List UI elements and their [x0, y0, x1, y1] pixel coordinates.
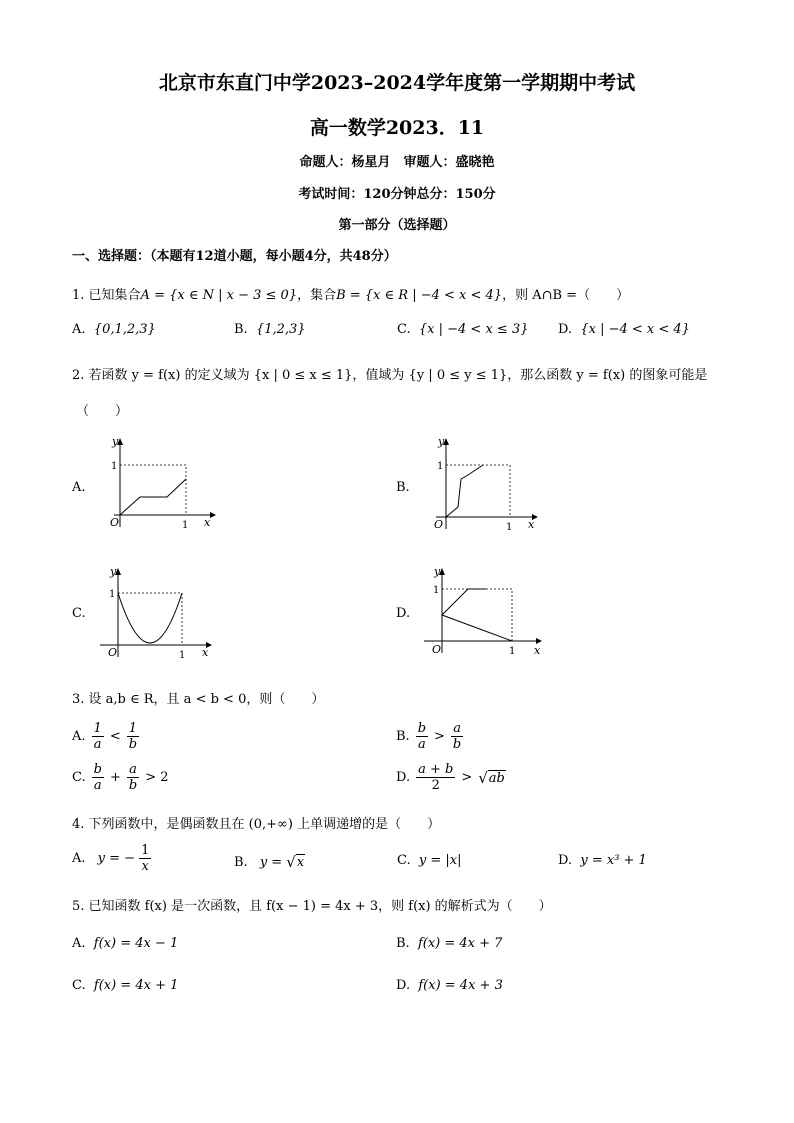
fraction: $\frac{b}{a}$ — [417, 721, 427, 752]
option-label: A. — [72, 936, 86, 951]
q4-option-a[interactable] — [72, 843, 151, 874]
q1-set-b: B = {x ∈ R | −4 < x < 4} — [336, 288, 503, 303]
fraction: $\frac{1}{a}$ — [93, 721, 102, 752]
option-text: y = − — [97, 851, 136, 866]
option-label: B. — [234, 322, 248, 337]
option-text: {x | −4 < x < 4} — [580, 322, 690, 337]
q2-graph-b[interactable] — [416, 435, 541, 535]
x-axis-label: x — [204, 516, 211, 529]
q2-graph-c[interactable] — [92, 565, 217, 665]
exam-subtitle: 高一数学2023．11 — [309, 117, 485, 139]
operator: + — [109, 770, 121, 785]
option-label: B. — [396, 936, 410, 951]
q3-option-a[interactable] — [72, 721, 139, 752]
option-label: D. — [396, 770, 411, 785]
q5-option-a[interactable] — [72, 936, 178, 951]
option-text: y = — [259, 854, 283, 870]
x-tick-label: 1 — [509, 646, 516, 657]
question-2-stem: 2. 若函数 y = f(x) 的定义域为 {x | 0 ≤ x ≤ 1}，值域为 {y | 0 ≤ y ≤ 1}，那么函数 y = f(x) 的图象可能是 — [72, 368, 708, 383]
fraction: $\frac{1}{x}$ — [141, 843, 150, 874]
q2-option-d-label[interactable]: D. — [396, 606, 411, 621]
y-tick-label: 1 — [109, 589, 116, 600]
operator: > — [461, 770, 473, 785]
q1-end: ，则 A∩B =（ ） — [502, 288, 630, 303]
x-tick-label: 1 — [179, 650, 186, 661]
y-axis-label: y — [438, 435, 445, 448]
y-tick-label: 1 — [433, 585, 440, 596]
option-label: D. — [396, 978, 411, 993]
q1-option-c[interactable] — [397, 322, 529, 337]
operator: < — [109, 729, 121, 744]
q1-intro: 1. 已知集合 — [72, 288, 141, 303]
option-label: C. — [72, 770, 86, 785]
fraction: $\frac{a + b}{2}$ — [418, 762, 454, 793]
option-label: A. — [72, 851, 86, 866]
origin-label: O — [432, 643, 442, 656]
q5-option-b[interactable] — [396, 936, 502, 951]
q2-option-a-label[interactable]: A. — [72, 480, 86, 495]
y-axis-label: y — [112, 435, 119, 448]
option-label: C. — [72, 978, 86, 993]
q1-option-a[interactable] — [72, 322, 156, 337]
option-text: {x | −4 < x ≤ 3} — [418, 322, 529, 337]
q3-option-d[interactable] — [396, 762, 506, 793]
x-tick-label: 1 — [506, 522, 513, 533]
operator: > — [434, 729, 445, 744]
q4-option-d[interactable] — [558, 853, 647, 868]
authors-line: 命题人：杨星月 审题人：盛晓艳 — [299, 155, 495, 170]
origin-label: O — [108, 646, 118, 659]
q2-option-b-label[interactable]: B. — [396, 480, 410, 495]
option-text: y = |x| — [418, 853, 462, 868]
x-axis-label: x — [202, 646, 209, 659]
part-heading: 第一部分（选择题） — [338, 218, 456, 233]
y-tick-label: 1 — [437, 461, 444, 472]
option-text: {0,1,2,3} — [93, 322, 156, 337]
question-1-stem — [72, 284, 629, 303]
option-text: f(x) = 4x − 1 — [93, 936, 179, 951]
y-axis-label: y — [110, 565, 117, 578]
operator: > 2 — [145, 770, 169, 785]
time-info-line: 考试时间：120分钟总分：150分 — [298, 187, 496, 202]
q4-option-b[interactable] — [234, 853, 305, 871]
option-text: f(x) = 4x + 7 — [417, 936, 503, 951]
exam-title: 北京市东直门中学2023–2024学年度第一学期期中考试 — [158, 72, 636, 94]
sqrt-expression: √ ab — [478, 768, 505, 787]
q1-option-b[interactable] — [234, 322, 306, 337]
option-text: y = x³ + 1 — [580, 853, 647, 868]
option-label: C. — [397, 853, 411, 868]
option-text: {1,2,3} — [255, 322, 306, 337]
option-label: B. — [234, 854, 248, 870]
option-text: f(x) = 4x + 3 — [418, 978, 503, 993]
y-tick-label: 1 — [111, 461, 118, 472]
question-4-stem: 4. 下列函数中，是偶函数且在 (0,+∞) 上单调递增的是（ ） — [72, 817, 441, 832]
option-label: D. — [558, 853, 573, 868]
x-tick-label: 1 — [182, 520, 189, 531]
section-heading: 一、选择题：（本题有12道小题，每小题4分，共48分） — [72, 249, 397, 264]
origin-label: O — [434, 518, 444, 531]
q4-option-c[interactable] — [397, 853, 461, 868]
option-label: C. — [397, 322, 411, 337]
option-label: A. — [72, 729, 86, 744]
x-axis-label: x — [534, 644, 541, 657]
fraction: $\frac{1}{b}$ — [128, 721, 138, 752]
question-2-paren: （ ） — [76, 404, 129, 419]
fraction: $\frac{a}{b}$ — [128, 762, 138, 793]
q3-option-c[interactable] — [72, 762, 168, 793]
question-5-stem: 5. 已知函数 f(x) 是一次函数，且 f(x − 1) = 4x + 3，则 f(x) 的解析式为（ ） — [72, 899, 552, 914]
fraction: $\frac{a}{b}$ — [452, 721, 462, 752]
y-axis-label: y — [434, 565, 441, 578]
q2-graph-a[interactable] — [92, 435, 217, 535]
q1-option-d[interactable] — [558, 322, 690, 337]
q1-mid: ，集合 — [297, 288, 337, 303]
q2-graph-d[interactable] — [416, 565, 546, 665]
question-3-stem: 3. 设 a,b ∈ R，且 a < b < 0，则（ ） — [72, 692, 325, 707]
option-label: A. — [72, 322, 86, 337]
origin-label: O — [110, 516, 120, 529]
q2-option-c-label[interactable]: C. — [72, 606, 86, 621]
option-text: f(x) = 4x + 1 — [93, 978, 179, 993]
option-label: B. — [396, 729, 410, 744]
q1-set-a: A = {x ∈ N | x − 3 ≤ 0} — [140, 288, 298, 303]
q5-option-d[interactable] — [396, 978, 503, 993]
q5-option-c[interactable] — [72, 978, 178, 993]
option-label: D. — [558, 322, 573, 337]
q3-option-b[interactable] — [396, 721, 463, 752]
x-axis-label: x — [528, 518, 535, 531]
sqrt-expression: √ x — [286, 853, 305, 871]
fraction: $\frac{b}{a}$ — [93, 762, 102, 793]
